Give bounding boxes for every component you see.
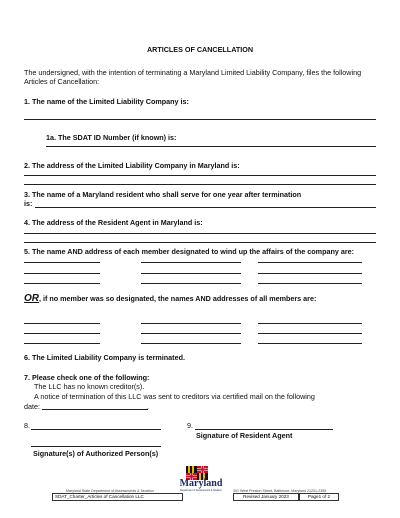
item-2-label: 2. The address of the Limited Liability Company in Maryland is: [24,161,240,170]
maryland-logo [176,466,226,494]
or-word: OR [24,293,39,304]
footer-department-right: 301 West Preston Street, Baltimore, Maryland 21201-2395 [233,489,327,493]
item-7-date-label: date: [24,402,40,411]
maryland-wordmark: Maryland [179,478,223,489]
item-9-number: 9. [187,421,193,430]
all-member-name-line[interactable] [24,323,100,324]
footer-revised-date: Revised January 2023 [233,493,299,501]
all-member-address-line[interactable] [258,333,362,334]
or-clause-text: , if no member was so designated, the names AND addresses of all members are: [39,294,317,303]
or-clause [24,294,316,303]
member-name-line[interactable] [24,283,100,284]
signature-line-9[interactable] [195,429,333,430]
item-7-label: 7. Please check one of the following: [24,373,150,382]
footer-department-left: Maryland State Department of Assessments & Taxation [66,489,154,493]
authorized-person-signature-line[interactable] [31,446,161,447]
member-address-line[interactable] [258,273,362,274]
item-1a-answer-line[interactable] [46,146,376,147]
member-address-line[interactable] [141,262,241,263]
all-member-address-line[interactable] [258,343,362,344]
item-2-answer-line-2[interactable] [24,184,376,185]
item-7-date-line[interactable] [42,409,148,410]
item-5-label: 5. The name AND address of each member designated to wind up the affairs of the company are: [24,247,355,256]
all-member-address-line[interactable] [258,323,362,324]
intro-line-2: Articles of Cancellation: [24,77,100,86]
all-member-name-line[interactable] [24,343,100,344]
signature-line-8[interactable] [31,429,161,430]
maryland-sdat-subtitle: Department of Assessments & Taxation [180,489,222,492]
item-3-label-is: is: [24,199,33,208]
all-member-name-line[interactable] [24,333,100,334]
member-address-line[interactable] [141,283,241,284]
item-4-answer-line-1[interactable] [24,233,376,234]
footer-page-number: Page1 of 2 [299,493,339,501]
authorized-person-signature-label: Signature(s) of Authorized Person(s) [33,449,159,458]
resident-agent-signature-label: Signature of Resident Agent [196,431,293,440]
item-7-option-no-creditors[interactable]: The LLC has no known creditor(s). [34,382,145,391]
item-1-answer-line[interactable] [24,119,376,120]
item-1a-label: 1a. The SDAT ID Number (if known) is: [46,133,177,142]
item-3-label: 3. The name of a Maryland resident who shall serve for one year after termination [24,190,302,199]
member-name-line[interactable] [24,262,100,263]
item-3-answer-line[interactable] [35,207,376,208]
item-8-number: 8. [24,421,30,430]
intro-line-1: The undersigned, with the intention of terminating a Maryland Limited Liability Company, files the following [24,68,362,77]
date-line-period: . [147,402,149,411]
item-2-answer-line-1[interactable] [24,175,376,176]
footer-form-name: SDAT_Charter_Articles of Cancellation LLC [52,493,183,501]
document-title: ARTICLES OF CANCELLATION [146,45,254,54]
item-1-label: 1. The name of the Limited Liability Company is: [24,97,189,106]
all-member-address-line[interactable] [141,323,241,324]
member-address-line[interactable] [258,262,362,263]
all-member-address-line[interactable] [141,333,241,334]
item-4-answer-line-2[interactable] [24,242,376,243]
member-name-line[interactable] [24,273,100,274]
item-6-label: 6. The Limited Liability Company is terminated. [24,353,185,362]
all-member-address-line[interactable] [141,343,241,344]
member-address-line[interactable] [141,273,241,274]
item-7-option-notice-sent[interactable]: A notice of termination of this LLC was sent to creditors via certified mail on the following [34,392,315,401]
member-address-line[interactable] [258,283,362,284]
item-4-label: 4. The address of the Resident Agent in Maryland is: [24,218,203,227]
